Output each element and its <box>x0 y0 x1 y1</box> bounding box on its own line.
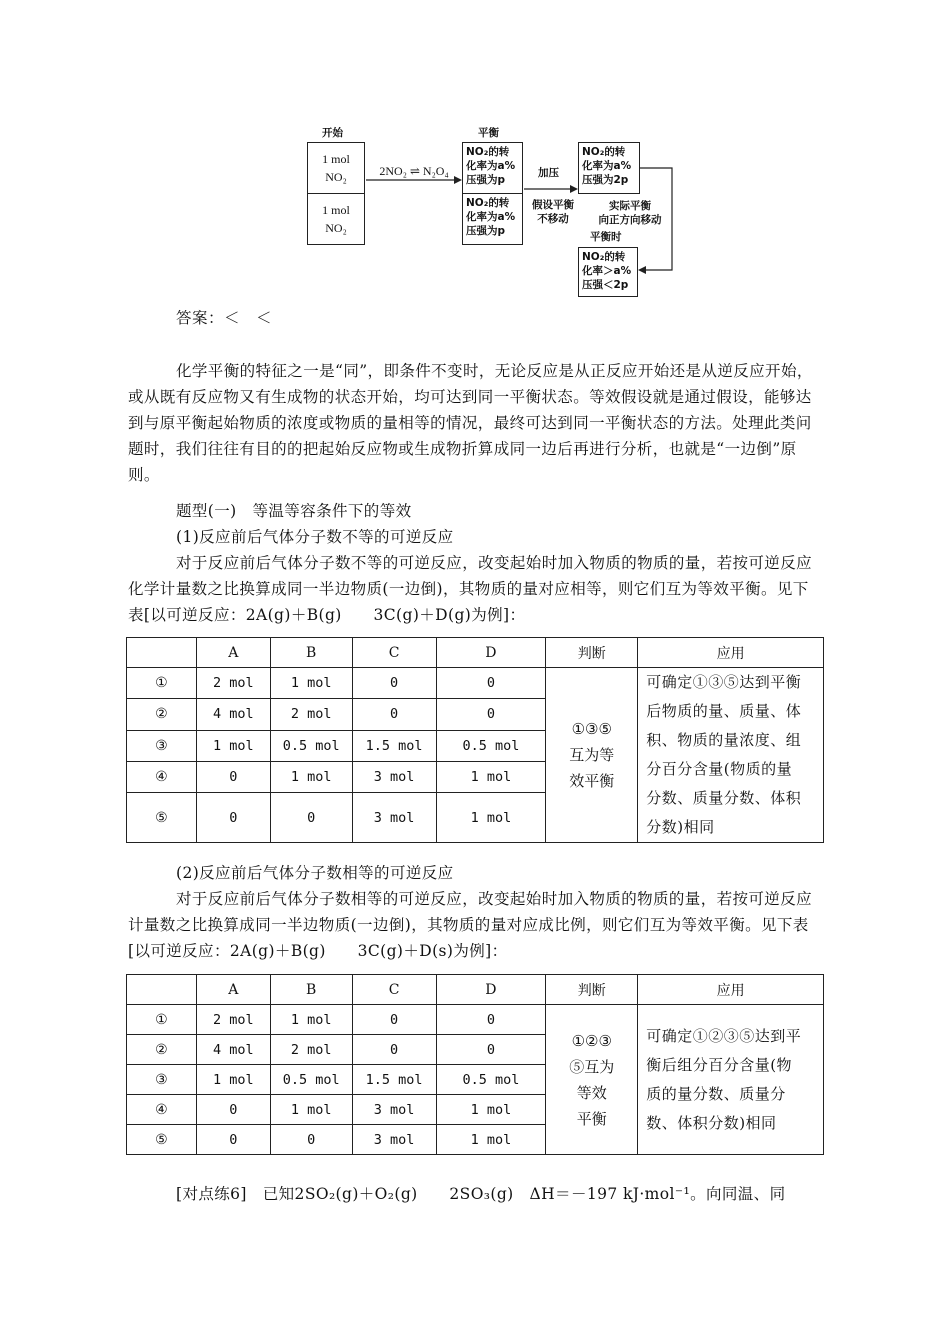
table-row: ⑤ 0 0 3 mol 1 mol <box>127 1125 824 1155</box>
label-equilibrium-time: 平衡时 <box>590 231 622 243</box>
sub2-paragraph: 对于反应前后气体分子数相等的可逆反应，改变起始时加入物质的物质的量，若按可逆反应计量数之比换算成同一半边物质(一边倒)，其物质的量对应成比例，则它们互为等效平衡。见下表[以可逆反应：2A(g)＋B(g) 3C(g)＋D(s)为例]： <box>128 890 813 960</box>
sub1-paragraph: 对于反应前后气体分子数不等的可逆反应，改变起始时加入物质的物质的量，若按可逆反应化学计量数之比换算成同一半边物质(一边倒)，其物质的量对应相等，则它们互为等效平衡。见下表[以可逆反应：2A(g)＋B(g) 3C(g)＋D(g)为例]： <box>128 554 813 624</box>
application-cell: 可确定①②③⑤达到平 衡后组分百分含量(物 质的量分数、质量分 数、体积分数)相同 <box>638 1005 824 1155</box>
table-row: ④ 0 1 mol 3 mol 1 mol <box>127 1095 824 1125</box>
table-row: ④ 0 1 mol 3 mol 1 mol <box>127 761 824 792</box>
heading-type1: 题型(一) 等温等容条件下的等效 <box>176 502 412 520</box>
table-row: ② 4 mol 2 mol 0 0 <box>127 1035 824 1065</box>
reaction-label: 2NO₂ ⇌ N₂O₄ <box>379 164 449 178</box>
subheading-1: (1)反应前后气体分子数不等的可逆反应 <box>176 528 454 546</box>
table-header-row: A B C D 判断 应用 <box>127 638 824 668</box>
start-box-bottom: 1 mol NO₂ <box>307 193 365 245</box>
equilibrium-box-top: NO₂的转 化率为a% 压强为p <box>462 142 523 194</box>
equivalence-table-1 <box>126 637 824 843</box>
table-row: ③ 1 mol 0.5 mol 1.5 mol 0.5 mol <box>127 1065 824 1095</box>
judgement-cell: ①②③ ⑤互为 等效 平衡 <box>546 1005 638 1155</box>
label-equilibrium: 平衡 <box>478 127 499 139</box>
table-row: ⑤ 0 0 3 mol 1 mol <box>127 793 824 843</box>
label-actual-shift: 实际平衡 向正方向移动 <box>598 200 662 226</box>
table-row: ② 4 mol 2 mol 0 0 <box>127 699 824 730</box>
shift-arrowhead <box>638 266 646 274</box>
table-row: ① 2 mol 1 mol 0 0 ①②③ ⑤互为 等效 平衡 可确定①②③⑤达到平 衡后组分百分含量(物 质的量分数、质量分 数、体积分数)相同 <box>127 1005 824 1035</box>
table-header-row: A B C D 判断 应用 <box>127 975 824 1005</box>
table-row: ③ 1 mol 0.5 mol 1.5 mol 0.5 mol <box>127 730 824 761</box>
compressed-box: NO₂的转 化率为a% 压强为2p <box>578 142 640 194</box>
subheading-2: (2)反应前后气体分子数相等的可逆反应 <box>176 864 454 882</box>
label-assume-no-shift: 假设平衡 不移动 <box>532 199 574 225</box>
answer-line: 答案：＜ ＜ <box>176 309 273 327</box>
practice-line: [对点练6] 已知2SO₂(g)＋O₂(g) 2SO₃(g) ΔH＝－197 kJ·mol⁻¹。向同温、同 <box>176 1185 786 1203</box>
pressurize-arrowhead <box>570 185 578 193</box>
reaction-arrowhead <box>454 176 462 184</box>
judgement-cell: ①③⑤ 互为等 效平衡 <box>546 668 638 843</box>
table-row: ① 2 mol 1 mol 0 0 ①③⑤ 互为等 效平衡 可确定①③⑤达到平衡 后物质的量、质量、体 积、物质的量浓度、组 分百分含量(物质的量 分数、质量分数、体积 分数)相同 <box>127 668 824 699</box>
start-box-top: 1 mol NO₂ <box>307 142 365 194</box>
application-cell: 可确定①③⑤达到平衡 后物质的量、质量、体 积、物质的量浓度、组 分百分含量(物质的量 分数、质量分数、体积 分数)相同 <box>638 668 824 843</box>
equilibrium-box-bottom: NO₂的转 化率为a% 压强为p <box>462 193 523 245</box>
label-pressurize: 加压 <box>538 167 559 179</box>
final-box: NO₂的转 化率＞a% 压强＜2p <box>578 247 638 297</box>
label-start: 开始 <box>322 127 343 139</box>
equivalence-table-2 <box>126 974 824 1155</box>
diagram-arrows <box>300 120 690 310</box>
shift-arrow-line <box>640 168 672 270</box>
intro-paragraph: 化学平衡的特征之一是“同”，即条件不变时，无论反应是从正反应开始还是从逆反应开始，或从既有反应物又有生成物的状态开始，均可达到同一平衡状态。等效假设就是通过假设，能够达到与原平衡起始物质的浓度或物质的量相等的情况，最终可达到同一平衡状态的方法。处理此类问题时，我们往往有目的的把起始反应物或生成物折算成同一边后再进行分析，也就是“一边倒”原则。 <box>128 362 813 484</box>
